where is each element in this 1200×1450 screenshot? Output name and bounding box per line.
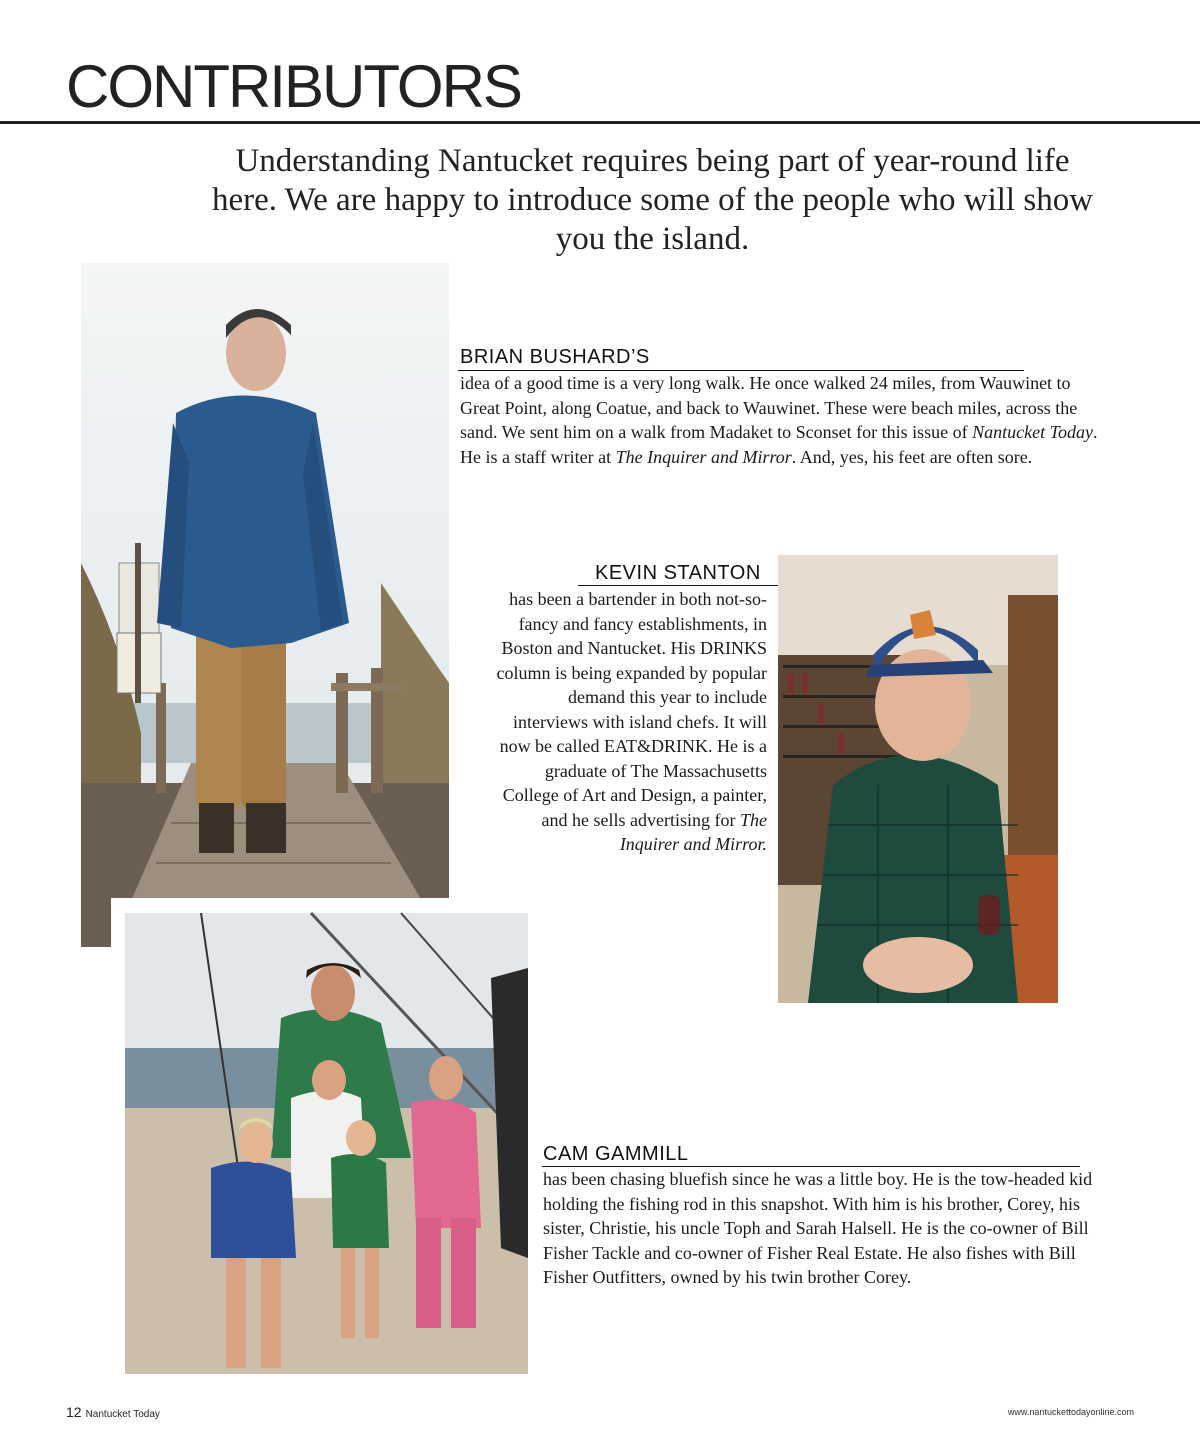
- kevin-stanton-name: KEVIN STANTON: [595, 562, 761, 584]
- cam-gammill-bio: has been chasing bluefish since he was a little boy. He is the tow-headed kid holding the fishing rod in this snapshot. With him is his brother, Corey, his sister, Christie, his uncle Toph and Sarah Halsell. He is the co-owner of Bill Fisher Tackle and co-owner of Fisher Real Estate. He also fishes with Bill Fisher Outfitters, owned by his twin brother Corey.: [543, 1169, 1093, 1287]
- page-title: CONTRIBUTORS: [66, 53, 521, 120]
- footer-url: www.nantuckettodayonline.com: [1007, 1407, 1134, 1417]
- kevin-name-rule: [578, 585, 778, 586]
- kevin-stanton-photo: [778, 555, 1058, 1003]
- cam-gammill-name: CAM GAMMILL: [543, 1143, 689, 1165]
- publication-name: Nantucket Today: [85, 1409, 160, 1420]
- intro-text: Understanding Nantucket requires being part of year-round life here. We are happy to introduce some of the people who will show you the island.: [211, 143, 1094, 257]
- page-number: 12: [66, 1404, 82, 1420]
- footer-left: [66, 1404, 160, 1420]
- brian-bushard-photo: [81, 263, 449, 947]
- cam-gammill-photo: [111, 898, 528, 1374]
- kevin-stanton-bio: has been a bartender in both not-so-fancy and fancy establishments, in Boston and Nantucket. His DRINKS column is being expanded by popular demand this year to include interviews with island chefs. It will now be called EAT&DRINK. He is a graduate of The Massachusetts College of Art and Design, a painter, and he sells advertising for The Inquirer and Mirror.: [496, 589, 767, 854]
- brian-bushard-name: BRIAN BUSHARD’S: [460, 346, 650, 368]
- title-divider: [0, 121, 1200, 124]
- brian-bushard-bio: idea of a good time is a very long walk. He once walked 24 miles, from Wauwinet to Great Point, along Coatue, and back to Wauwinet. These were beach miles, across the sand. We sent him on a walk from Madaket to Sconset for this issue of Nantucket Today. He is a staff writer at The Inquirer and Mirror. And, yes, his feet are often sore.: [460, 373, 1098, 467]
